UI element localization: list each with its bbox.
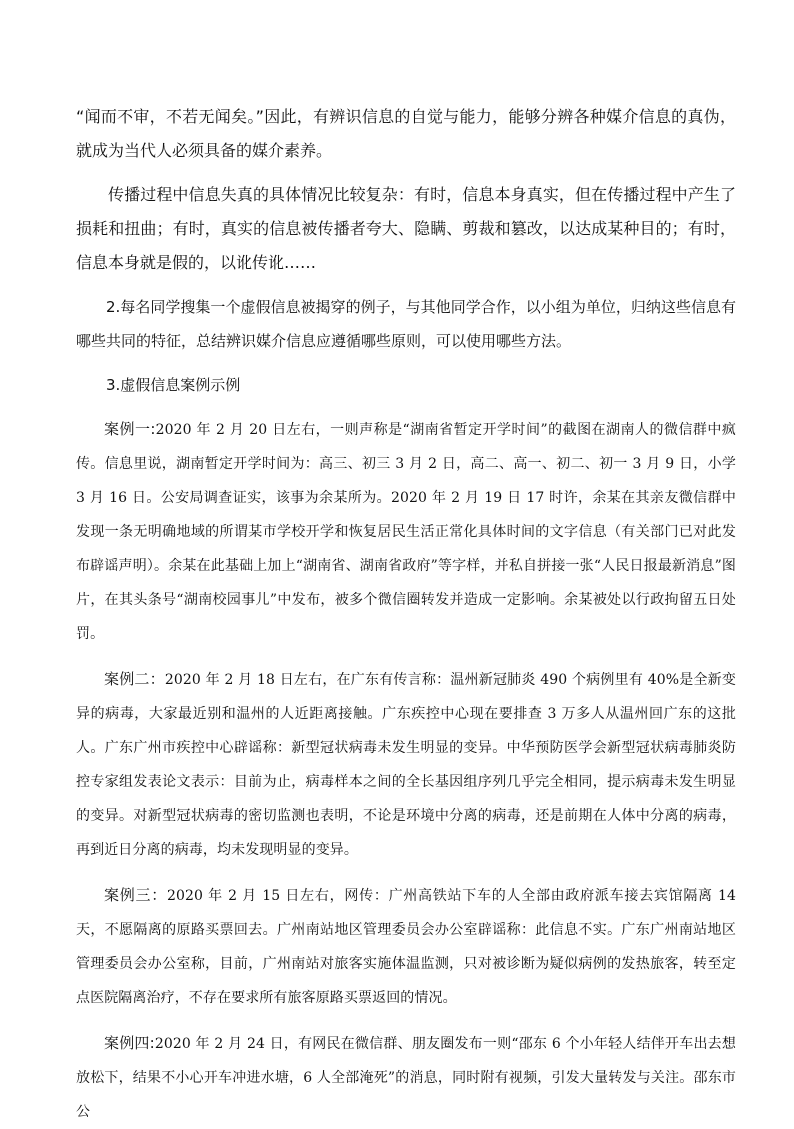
case-text: 2020 年 2 月 18 日左右，在广东有传言称：温州新冠肺炎 490 个病例里有 40%是全新变异的病毒，大家最近别和温州的人近距离接触。广东疾控中心现在要排查 3 万多人从温州回广东的这批人。广东广州市疾控中心辟谣称：新型冠状病毒未发生明显的变异。中华预防医学会新型冠状病毒肺炎防控专家组发表论文表示：目前为止，病毒样本之间的全长基因组序列几乎完全相同，提示病毒未发生明显的变异。对新型冠状病毒的密切监测也表明，不论是环境中分离的病毒，还是前期在人体中分离的病毒，再到近日分离的病毒，均未发现明显的变异。 [76,672,736,858]
case-text: 2020 年 2 月 24 日，有网民在微信群、朋友圈发布一则“邵东 6 个小年轻人结伴开车出去想放松下，结果不小心开车冲进水塘，6 人全部淹死”的消息，同时附有视频，引发大量转发与关注。邵东市公 [76,1036,736,1120]
task-3-heading: 3.虚假信息案例示例 [106,376,241,394]
case-label: 案例三： [104,886,167,904]
intro-paragraph: “闻而不审，不若无闻矣。”因此，有辨识信息的自觉与能力，能够分辨各种媒介信息的真伪，就成为当代人必须具备的媒介素养。 [76,107,736,160]
case-2-paragraph [76,662,736,867]
case-label: 案例一: [104,420,156,438]
case-label: 案例四: [104,1034,155,1052]
case-1-paragraph [76,412,736,651]
case-3-paragraph [76,878,736,1015]
task-2-paragraph: 2.每名同学搜集一个虚假信息被揭穿的例子，与其他同学合作，以小组为单位，归纳这些信息有哪些共同的特征，总结辨识媒介信息应遵循哪些原则，可以使用哪些方法。 [76,298,736,350]
case-4-paragraph [76,1026,736,1129]
case-text: 2020 年 2 月 15 日左右，网传：广州高铁站下车的人全部由政府派车接去宾馆隔离 14 天，不愿隔离的原路买票回去。广州南站地区管理委员会办公室辟谣称：此信息不实。广东广州南站地区管理委员会办公室称，目前，广州南站对旅客实施体温监测，只对被诊断为疑似病例的发热旅客，转至定点医院隔离治疗，不存在要求所有旅客原路买票返回的情况。 [76,888,736,1006]
distortion-paragraph: 传播过程中信息失真的具体情况比较复杂：有时，信息本身真实，但在传播过程中产生了损耗和扭曲；有时，真实的信息被传播者夸大、隐瞒、剪裁和篡改，以达成某种目的；有时，信息本身就是假的，以讹传讹…… [76,185,736,272]
case-label: 案例二： [104,670,165,688]
case-text: 2020 年 2 月 20 日左右，一则声称是“湖南省暂定开学时间”的截图在湖南人的微信群中疯传。信息里说，湖南暂定开学时间为：高三、初三 3 月 2 日，高二、高一、初二、初一 3 月 9 日，小学 3 月 16 日。公安局调查证实，该事为余某所为。2020 年 2 月 19 日 17 时许，余某在其亲友微信群中发现一条无明确地域的所谓某市学校开学和恢复居民生活正常化具体时间的文字信息（有关部门已对此发布辟谣声明）。余某在此基础上加上“湖南省、湖南省政府”等字样，并私自拼接一张“人民日报最新消息”图片，在其头条号“湖南校园事儿”中发布，被多个微信圈转发并造成一定影响。余某被处以行政拘留五日处罚。 [76,422,736,642]
